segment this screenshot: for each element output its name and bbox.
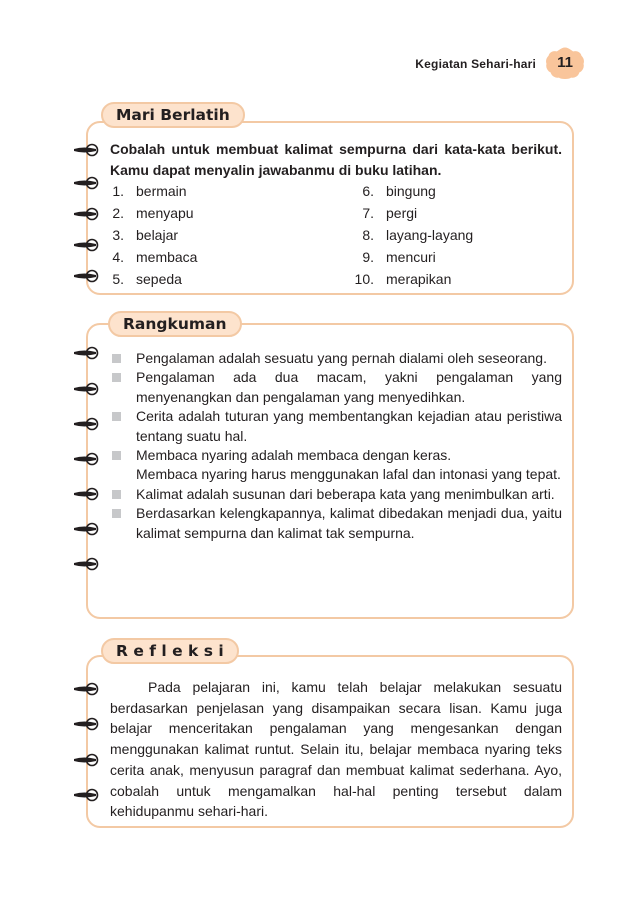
running-header: Kegiatan Sehari-hari <box>415 57 536 71</box>
binder-ring-icon <box>72 522 104 536</box>
binder-ring-icon <box>72 788 104 802</box>
refleksi-tab: R e f l e k s i <box>101 638 239 664</box>
page-number: 11 <box>557 54 573 71</box>
list-item: 4. membaca <box>112 249 198 265</box>
square-bullet-icon <box>112 490 121 499</box>
binder-ring-icon <box>72 487 104 501</box>
list-item: Pengalaman ada dua macam, yakni pengalaman yang menyenangkan dan pengalaman yang menyedihkan. <box>110 368 562 407</box>
binder-ring-icon <box>72 207 104 221</box>
binder-ring-icon <box>72 717 104 731</box>
square-bullet-icon <box>112 354 121 363</box>
binder-ring-icon <box>72 452 104 466</box>
list-item: 3. belajar <box>112 227 179 243</box>
list-item: 7. pergi <box>362 205 418 221</box>
list-item: 6. bingung <box>362 183 436 199</box>
binder-ring-icon <box>72 176 104 190</box>
binder-ring-icon <box>72 557 104 571</box>
binder-ring-icon <box>72 382 104 396</box>
binder-ring-icon <box>72 682 104 696</box>
word-list-left <box>110 180 197 290</box>
rangkuman-list <box>110 349 562 543</box>
list-item: Berdasarkan kelengkapannya, kalimat dibedakan menjadi dua, yaitu kalimat sempurna dan kalimat tak sempurna. <box>110 504 562 543</box>
binder-ring-icon <box>72 143 104 157</box>
binder-ring-icon <box>72 417 104 431</box>
binder-ring-icon <box>72 269 104 283</box>
refleksi-paragraph: Pada pelajaran ini, kamu telah belajar melakukan sesuatu berdasarkan penjelasan yang disampaikan secara lisan. Kamu juga belajar menceritakan pengalaman yang mengesankan dengan menggunakan kalimat runtut. Selain itu, belajar membaca nyaring teks cerita anak, menyusun paragraf dan membuat kalimat sederhana. Ayo, cobalah untuk mengamalkan hal-hal penting tersebut dalam kehidupanmu sehari-hari. <box>110 679 562 820</box>
binder-ring-icon <box>72 238 104 252</box>
square-bullet-icon <box>112 373 121 382</box>
list-item: 1. bermain <box>112 183 187 199</box>
square-bullet-icon <box>112 412 121 421</box>
list-item: Cerita adalah tuturan yang membentangkan kejadian atau peristiwa tentang suatu hal. <box>110 407 562 446</box>
rangkuman-tab: Rangkuman <box>108 311 242 337</box>
latihan-tab: Mari Berlatih <box>101 102 245 128</box>
binder-ring-icon <box>72 753 104 767</box>
square-bullet-icon <box>112 509 121 518</box>
list-item: 8. layang-layang <box>362 227 474 243</box>
latihan-instruction: Cobalah untuk membuat kalimat sempurna dari kata-kata berikut. Kamu dapat menyalin jawabanmu di buku latihan. <box>110 141 562 178</box>
list-item: Pengalaman adalah sesuatu yang pernah dialami oleh seseorang. <box>110 349 562 368</box>
list-item: 9. mencuri <box>362 249 436 265</box>
page-number-badge <box>545 46 585 80</box>
list-item: Membaca nyaring harus menggunakan lafal dan intonasi yang tepat. <box>136 466 561 483</box>
list-item: 10. merapikan <box>354 271 452 287</box>
square-bullet-icon <box>112 451 121 460</box>
word-list-right <box>352 180 473 290</box>
list-item: 2. menyapu <box>112 205 194 221</box>
list-item: Membaca nyaring adalah membaca dengan keras. <box>110 446 562 465</box>
list-item: 5. sepeda <box>112 271 182 287</box>
list-item: Kalimat adalah susunan dari beberapa kata yang menimbulkan arti. <box>110 485 562 504</box>
binder-ring-icon <box>72 346 104 360</box>
